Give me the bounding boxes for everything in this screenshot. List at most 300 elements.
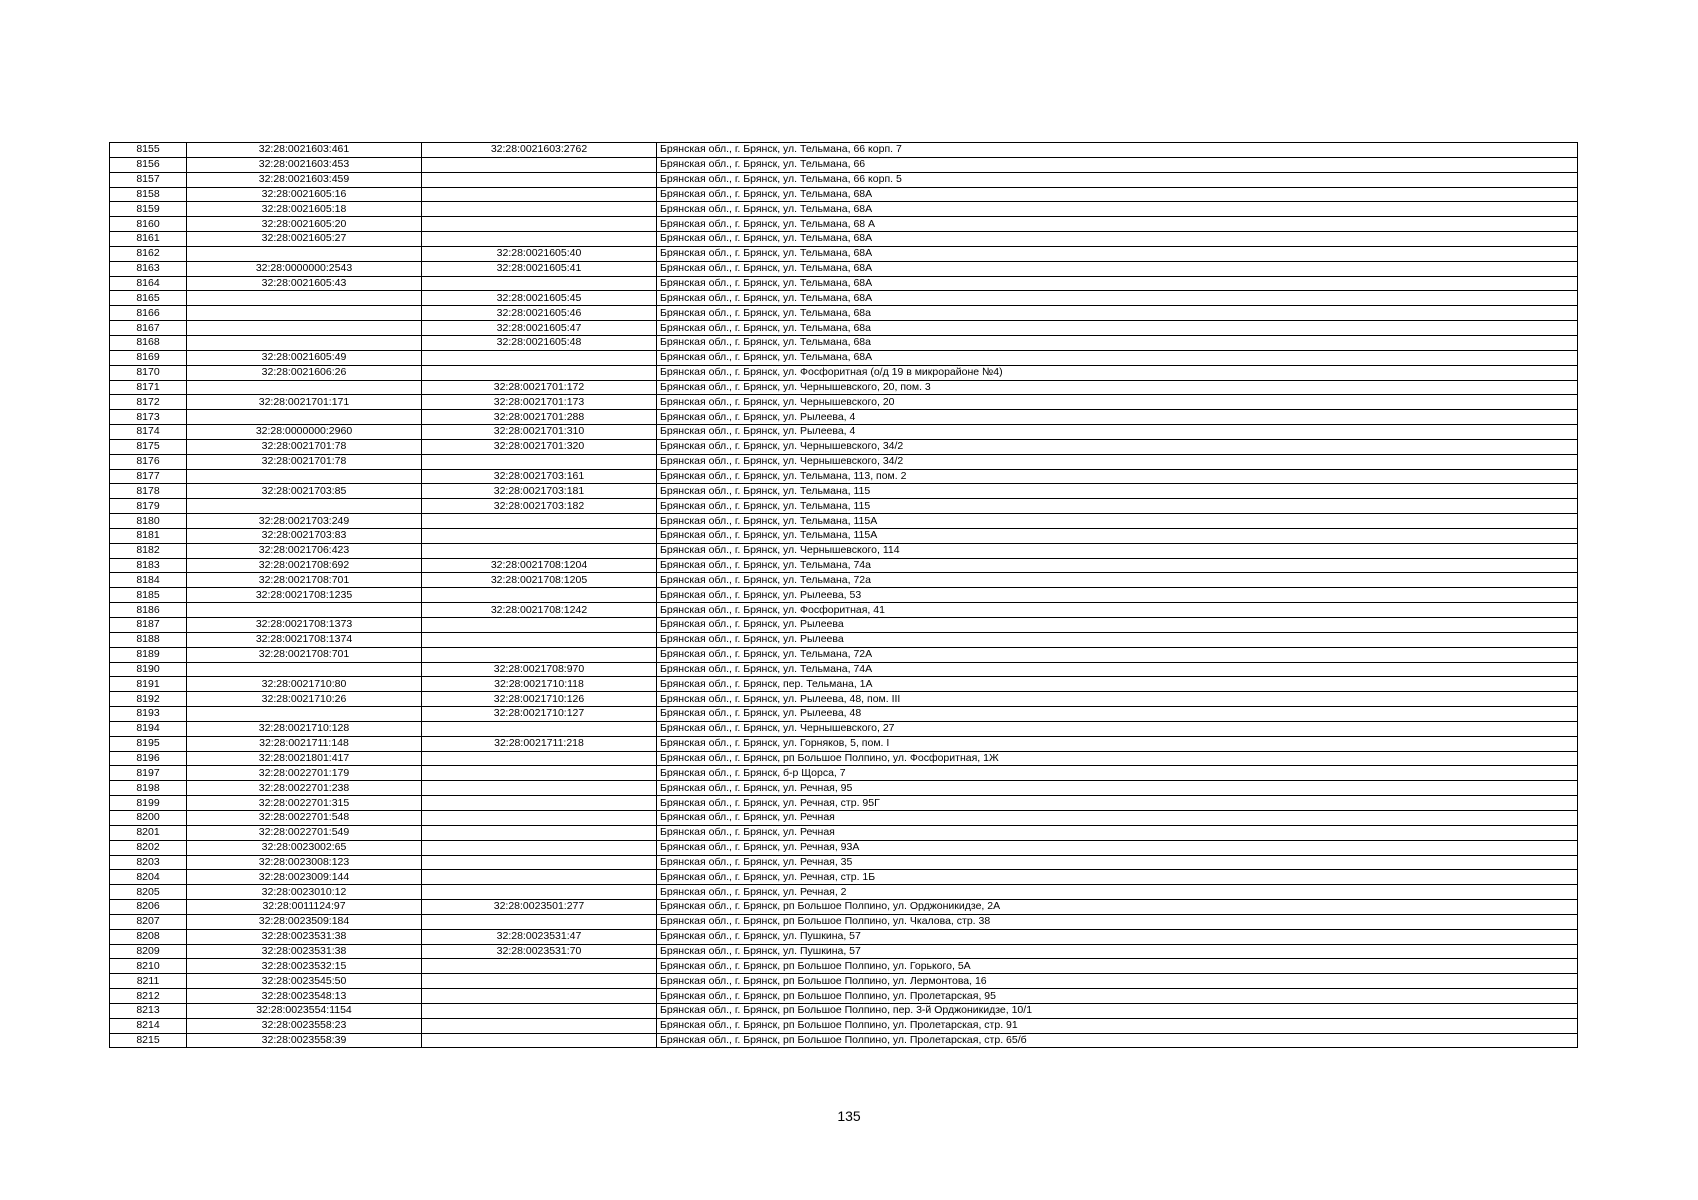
object-cadastral-number-cell [422, 187, 657, 202]
row-number-cell: 8166 [110, 306, 187, 321]
row-number-cell: 8158 [110, 187, 187, 202]
cadastral-number-cell: 32:28:0021708:692 [187, 558, 422, 573]
object-cadastral-number-cell [422, 350, 657, 365]
address-cell: Брянская обл., г. Брянск, ул. Рылеева, 48, пом. III [657, 692, 1578, 707]
object-cadastral-number-cell [422, 855, 657, 870]
row-number-cell: 8168 [110, 335, 187, 350]
object-cadastral-number-cell: 32:28:0021603:2762 [422, 143, 657, 158]
cadastral-number-cell: 32:28:0021701:78 [187, 439, 422, 454]
cadastral-number-cell: 32:28:0021708:1374 [187, 632, 422, 647]
cadastral-number-cell: 32:28:0021605:16 [187, 187, 422, 202]
cadastral-number-cell: 32:28:0021701:171 [187, 395, 422, 410]
cadastral-number-cell: 32:28:0023545:50 [187, 974, 422, 989]
cadastral-number-cell: 32:28:0021708:1235 [187, 588, 422, 603]
row-number-cell: 8188 [110, 632, 187, 647]
address-cell: Брянская обл., г. Брянск, ул. Тельмана, 68А [657, 350, 1578, 365]
cadastral-number-cell: 32:28:0023558:39 [187, 1033, 422, 1048]
object-cadastral-number-cell: 32:28:0021710:127 [422, 707, 657, 722]
row-number-cell: 8189 [110, 647, 187, 662]
row-number-cell: 8175 [110, 439, 187, 454]
address-cell: Брянская обл., г. Брянск, рп Большое Полпино, ул. Пролетарская, стр. 91 [657, 1018, 1578, 1033]
row-number-cell: 8174 [110, 425, 187, 440]
table-row [110, 944, 1578, 959]
cadastral-number-cell: 32:28:0022701:548 [187, 810, 422, 825]
table-row [110, 810, 1578, 825]
address-cell: Брянская обл., г. Брянск, ул. Тельмана, 68А [657, 246, 1578, 261]
cadastral-number-cell: 32:28:0021605:20 [187, 217, 422, 232]
object-cadastral-number-cell [422, 1033, 657, 1048]
cadastral-number-cell: 32:28:0021711:148 [187, 736, 422, 751]
cadastral-number-cell: 32:28:0022701:549 [187, 825, 422, 840]
table-row [110, 974, 1578, 989]
address-cell: Брянская обл., г. Брянск, ул. Пушкина, 57 [657, 929, 1578, 944]
table-row [110, 172, 1578, 187]
object-cadastral-number-cell: 32:28:0021605:47 [422, 321, 657, 336]
address-cell: Брянская обл., г. Брянск, ул. Речная, 95 [657, 781, 1578, 796]
registry-table-body [110, 143, 1578, 1048]
address-cell: Брянская обл., г. Брянск, пер. Тельмана, 1А [657, 677, 1578, 692]
row-number-cell: 8169 [110, 350, 187, 365]
row-number-cell: 8182 [110, 543, 187, 558]
object-cadastral-number-cell [422, 751, 657, 766]
address-cell: Брянская обл., г. Брянск, ул. Тельмана, 68А [657, 232, 1578, 247]
object-cadastral-number-cell [422, 202, 657, 217]
table-row [110, 1003, 1578, 1018]
table-row [110, 736, 1578, 751]
object-cadastral-number-cell [422, 454, 657, 469]
cadastral-number-cell: 32:28:0021606:26 [187, 365, 422, 380]
object-cadastral-number-cell [422, 647, 657, 662]
cadastral-number-cell: 32:28:0021605:43 [187, 276, 422, 291]
address-cell: Брянская обл., г. Брянск, ул. Речная [657, 825, 1578, 840]
row-number-cell: 8165 [110, 291, 187, 306]
cadastral-number-cell: 32:28:0021703:83 [187, 528, 422, 543]
object-cadastral-number-cell [422, 172, 657, 187]
cadastral-number-cell: 32:28:0021603:459 [187, 172, 422, 187]
table-row [110, 647, 1578, 662]
address-cell: Брянская обл., г. Брянск, рп Большое Полпино, ул. Пролетарская, стр. 65/б [657, 1033, 1578, 1048]
row-number-cell: 8177 [110, 469, 187, 484]
object-cadastral-number-cell: 32:28:0021708:970 [422, 662, 657, 677]
cadastral-number-cell: 32:28:0021710:80 [187, 677, 422, 692]
cadastral-number-cell [187, 603, 422, 618]
table-row [110, 914, 1578, 929]
cadastral-number-cell: 32:28:0023009:144 [187, 870, 422, 885]
cadastral-number-cell [187, 321, 422, 336]
object-cadastral-number-cell: 32:28:0021708:1242 [422, 603, 657, 618]
address-cell: Брянская обл., г. Брянск, ул. Тельмана, 74А [657, 662, 1578, 677]
table-row [110, 380, 1578, 395]
row-number-cell: 8192 [110, 692, 187, 707]
address-cell: Брянская обл., г. Брянск, ул. Тельмана, 72А [657, 647, 1578, 662]
table-row [110, 246, 1578, 261]
object-cadastral-number-cell [422, 276, 657, 291]
table-row [110, 692, 1578, 707]
cadastral-number-cell: 32:28:0023548:13 [187, 989, 422, 1004]
address-cell: Брянская обл., г. Брянск, ул. Чернышевского, 34/2 [657, 454, 1578, 469]
object-cadastral-number-cell [422, 365, 657, 380]
cadastral-number-cell: 32:28:0000000:2543 [187, 261, 422, 276]
row-number-cell: 8160 [110, 217, 187, 232]
object-cadastral-number-cell: 32:28:0021605:45 [422, 291, 657, 306]
object-cadastral-number-cell [422, 721, 657, 736]
row-number-cell: 8194 [110, 721, 187, 736]
row-number-cell: 8209 [110, 944, 187, 959]
object-cadastral-number-cell: 32:28:0021701:310 [422, 425, 657, 440]
object-cadastral-number-cell [422, 959, 657, 974]
object-cadastral-number-cell: 32:28:0021701:173 [422, 395, 657, 410]
object-cadastral-number-cell: 32:28:0021605:40 [422, 246, 657, 261]
table-row [110, 528, 1578, 543]
object-cadastral-number-cell: 32:28:0021703:181 [422, 484, 657, 499]
cadastral-number-cell: 32:28:0021605:27 [187, 232, 422, 247]
cadastral-number-cell [187, 291, 422, 306]
row-number-cell: 8213 [110, 1003, 187, 1018]
table-row [110, 514, 1578, 529]
object-cadastral-number-cell [422, 914, 657, 929]
row-number-cell: 8187 [110, 618, 187, 633]
address-cell: Брянская обл., г. Брянск, ул. Рылеева, 4 [657, 410, 1578, 425]
address-cell: Брянская обл., г. Брянск, ул. Речная, стр. 1Б [657, 870, 1578, 885]
cadastral-number-cell: 32:28:0023558:23 [187, 1018, 422, 1033]
address-cell: Брянская обл., г. Брянск, ул. Пушкина, 57 [657, 944, 1578, 959]
table-row [110, 796, 1578, 811]
address-cell: Брянская обл., г. Брянск, ул. Тельмана, 115 [657, 499, 1578, 514]
object-cadastral-number-cell [422, 217, 657, 232]
table-row [110, 335, 1578, 350]
cadastral-number-cell: 32:28:0023008:123 [187, 855, 422, 870]
address-cell: Брянская обл., г. Брянск, ул. Тельмана, 115А [657, 514, 1578, 529]
address-cell: Брянская обл., г. Брянск, рп Большое Полпино, ул. Орджоникидзе, 2А [657, 900, 1578, 915]
row-number-cell: 8184 [110, 573, 187, 588]
cadastral-number-cell: 32:28:0021701:78 [187, 454, 422, 469]
row-number-cell: 8205 [110, 885, 187, 900]
table-row [110, 900, 1578, 915]
object-cadastral-number-cell [422, 870, 657, 885]
row-number-cell: 8159 [110, 202, 187, 217]
address-cell: Брянская обл., г. Брянск, ул. Чернышевского, 27 [657, 721, 1578, 736]
address-cell: Брянская обл., г. Брянск, ул. Речная, 93А [657, 840, 1578, 855]
row-number-cell: 8215 [110, 1033, 187, 1048]
table-row [110, 306, 1578, 321]
table-row [110, 543, 1578, 558]
table-row [110, 395, 1578, 410]
row-number-cell: 8214 [110, 1018, 187, 1033]
table-row [110, 840, 1578, 855]
object-cadastral-number-cell [422, 796, 657, 811]
cadastral-number-cell: 32:28:0023002:65 [187, 840, 422, 855]
object-cadastral-number-cell [422, 840, 657, 855]
cadastral-number-cell: 32:28:0022701:315 [187, 796, 422, 811]
row-number-cell: 8161 [110, 232, 187, 247]
object-cadastral-number-cell: 32:28:0023531:47 [422, 929, 657, 944]
row-number-cell: 8172 [110, 395, 187, 410]
cadastral-number-cell [187, 410, 422, 425]
object-cadastral-number-cell: 32:28:0021708:1205 [422, 573, 657, 588]
cadastral-number-cell: 32:28:0021706:423 [187, 543, 422, 558]
cadastral-number-cell: 32:28:0023532:15 [187, 959, 422, 974]
cadastral-number-cell: 32:28:0021708:701 [187, 573, 422, 588]
cadastral-number-cell: 32:28:0021708:701 [187, 647, 422, 662]
object-cadastral-number-cell [422, 618, 657, 633]
object-cadastral-number-cell: 32:28:0021701:320 [422, 439, 657, 454]
object-cadastral-number-cell: 32:28:0021703:182 [422, 499, 657, 514]
table-row [110, 425, 1578, 440]
table-row [110, 350, 1578, 365]
address-cell: Брянская обл., г. Брянск, рп Большое Полпино, ул. Горького, 5А [657, 959, 1578, 974]
object-cadastral-number-cell [422, 632, 657, 647]
address-cell: Брянская обл., г. Брянск, ул. Тельмана, 66 корп. 5 [657, 172, 1578, 187]
row-number-cell: 8163 [110, 261, 187, 276]
cadastral-number-cell [187, 306, 422, 321]
registry-table-container [109, 142, 1577, 1048]
table-row [110, 484, 1578, 499]
row-number-cell: 8211 [110, 974, 187, 989]
table-row [110, 885, 1578, 900]
cadastral-number-cell: 32:28:0022701:238 [187, 781, 422, 796]
row-number-cell: 8164 [110, 276, 187, 291]
row-number-cell: 8173 [110, 410, 187, 425]
address-cell: Брянская обл., г. Брянск, ул. Речная, 35 [657, 855, 1578, 870]
object-cadastral-number-cell [422, 810, 657, 825]
address-cell: Брянская обл., г. Брянск, ул. Тельмана, 66 корп. 7 [657, 143, 1578, 158]
cadastral-number-cell: 32:28:0000000:2960 [187, 425, 422, 440]
address-cell: Брянская обл., г. Брянск, ул. Фосфоритная (о/д 19 в микрорайоне №4) [657, 365, 1578, 380]
object-cadastral-number-cell [422, 989, 657, 1004]
table-row [110, 261, 1578, 276]
row-number-cell: 8185 [110, 588, 187, 603]
object-cadastral-number-cell [422, 588, 657, 603]
table-row [110, 766, 1578, 781]
table-row [110, 1033, 1578, 1048]
registry-table [109, 142, 1578, 1048]
table-row [110, 751, 1578, 766]
object-cadastral-number-cell: 32:28:0023501:277 [422, 900, 657, 915]
address-cell: Брянская обл., г. Брянск, ул. Рылеева, 4 [657, 425, 1578, 440]
object-cadastral-number-cell [422, 766, 657, 781]
address-cell: Брянская обл., г. Брянск, ул. Тельмана, 68а [657, 335, 1578, 350]
row-number-cell: 8157 [110, 172, 187, 187]
row-number-cell: 8171 [110, 380, 187, 395]
row-number-cell: 8203 [110, 855, 187, 870]
address-cell: Брянская обл., г. Брянск, ул. Чернышевского, 20 [657, 395, 1578, 410]
table-row [110, 276, 1578, 291]
table-row [110, 721, 1578, 736]
row-number-cell: 8186 [110, 603, 187, 618]
cadastral-number-cell: 32:28:0023554:1154 [187, 1003, 422, 1018]
object-cadastral-number-cell: 32:28:0021701:288 [422, 410, 657, 425]
object-cadastral-number-cell: 32:28:0021605:46 [422, 306, 657, 321]
address-cell: Брянская обл., г. Брянск, ул. Тельмана, 68А [657, 202, 1578, 217]
table-row [110, 707, 1578, 722]
object-cadastral-number-cell: 32:28:0023531:70 [422, 944, 657, 959]
table-row [110, 618, 1578, 633]
page-number: 135 [837, 1108, 861, 1124]
row-number-cell: 8179 [110, 499, 187, 514]
cadastral-number-cell: 32:28:0023010:12 [187, 885, 422, 900]
cadastral-number-cell: 32:28:0023509:184 [187, 914, 422, 929]
table-row [110, 454, 1578, 469]
row-number-cell: 8201 [110, 825, 187, 840]
row-number-cell: 8197 [110, 766, 187, 781]
address-cell: Брянская обл., г. Брянск, ул. Тельмана, 68 А [657, 217, 1578, 232]
address-cell: Брянская обл., г. Брянск, рп Большое Полпино, ул. Пролетарская, 95 [657, 989, 1578, 1004]
table-row [110, 855, 1578, 870]
row-number-cell: 8170 [110, 365, 187, 380]
address-cell: Брянская обл., г. Брянск, ул. Горняков, 5, пом. I [657, 736, 1578, 751]
address-cell: Брянская обл., г. Брянск, ул. Речная, стр. 95Г [657, 796, 1578, 811]
table-row [110, 588, 1578, 603]
cadastral-number-cell [187, 499, 422, 514]
address-cell: Брянская обл., г. Брянск, ул. Тельмана, 68А [657, 187, 1578, 202]
table-row [110, 410, 1578, 425]
row-number-cell: 8206 [110, 900, 187, 915]
table-row [110, 187, 1578, 202]
row-number-cell: 8162 [110, 246, 187, 261]
cadastral-number-cell: 32:28:0023531:38 [187, 944, 422, 959]
object-cadastral-number-cell: 32:28:0021701:172 [422, 380, 657, 395]
row-number-cell: 8167 [110, 321, 187, 336]
table-row [110, 825, 1578, 840]
address-cell: Брянская обл., г. Брянск, ул. Тельмана, 66 [657, 157, 1578, 172]
row-number-cell: 8204 [110, 870, 187, 885]
cadastral-number-cell [187, 662, 422, 677]
cadastral-number-cell: 32:28:0023531:38 [187, 929, 422, 944]
address-cell: Брянская обл., г. Брянск, ул. Рылеева [657, 632, 1578, 647]
row-number-cell: 8198 [110, 781, 187, 796]
row-number-cell: 8207 [110, 914, 187, 929]
table-row [110, 217, 1578, 232]
address-cell: Брянская обл., г. Брянск, ул. Чернышевского, 114 [657, 543, 1578, 558]
table-row [110, 603, 1578, 618]
table-row [110, 1018, 1578, 1033]
object-cadastral-number-cell [422, 974, 657, 989]
table-row [110, 469, 1578, 484]
table-row [110, 558, 1578, 573]
cadastral-number-cell: 32:28:0021603:461 [187, 143, 422, 158]
cadastral-number-cell: 32:28:0021708:1373 [187, 618, 422, 633]
object-cadastral-number-cell [422, 514, 657, 529]
cadastral-number-cell [187, 707, 422, 722]
table-row [110, 232, 1578, 247]
object-cadastral-number-cell [422, 543, 657, 558]
object-cadastral-number-cell [422, 781, 657, 796]
row-number-cell: 8200 [110, 810, 187, 825]
row-number-cell: 8181 [110, 528, 187, 543]
row-number-cell: 8190 [110, 662, 187, 677]
row-number-cell: 8183 [110, 558, 187, 573]
row-number-cell: 8212 [110, 989, 187, 1004]
row-number-cell: 8176 [110, 454, 187, 469]
address-cell: Брянская обл., г. Брянск, ул. Тельмана, 68а [657, 321, 1578, 336]
address-cell: Брянская обл., г. Брянск, ул. Речная [657, 810, 1578, 825]
cadastral-number-cell [187, 380, 422, 395]
cadastral-number-cell: 32:28:0021605:49 [187, 350, 422, 365]
object-cadastral-number-cell [422, 232, 657, 247]
object-cadastral-number-cell [422, 157, 657, 172]
row-number-cell: 8199 [110, 796, 187, 811]
table-row [110, 439, 1578, 454]
cadastral-number-cell: 32:28:0021703:85 [187, 484, 422, 499]
address-cell: Брянская обл., г. Брянск, ул. Тельмана, 68А [657, 276, 1578, 291]
address-cell: Брянская обл., г. Брянск, ул. Тельмана, 115 [657, 484, 1578, 499]
table-row [110, 959, 1578, 974]
table-row [110, 870, 1578, 885]
address-cell: Брянская обл., г. Брянск, ул. Рылеева, 53 [657, 588, 1578, 603]
object-cadastral-number-cell [422, 885, 657, 900]
table-row [110, 989, 1578, 1004]
object-cadastral-number-cell: 32:28:0021605:41 [422, 261, 657, 276]
address-cell: Брянская обл., г. Брянск, рп Большое Полпино, ул. Лермонтова, 16 [657, 974, 1578, 989]
row-number-cell: 8193 [110, 707, 187, 722]
address-cell: Брянская обл., г. Брянск, рп Большое Полпино, ул. Фосфоритная, 1Ж [657, 751, 1578, 766]
table-row [110, 202, 1578, 217]
object-cadastral-number-cell [422, 825, 657, 840]
object-cadastral-number-cell: 32:28:0021711:218 [422, 736, 657, 751]
table-row [110, 499, 1578, 514]
table-row [110, 321, 1578, 336]
cadastral-number-cell: 32:28:0021603:453 [187, 157, 422, 172]
cadastral-number-cell [187, 335, 422, 350]
cadastral-number-cell: 32:28:0011124:97 [187, 900, 422, 915]
table-row [110, 677, 1578, 692]
cadastral-number-cell: 32:28:0021605:18 [187, 202, 422, 217]
object-cadastral-number-cell [422, 1018, 657, 1033]
row-number-cell: 8208 [110, 929, 187, 944]
table-row [110, 929, 1578, 944]
table-row [110, 573, 1578, 588]
address-cell: Брянская обл., г. Брянск, ул. Тельмана, 115А [657, 528, 1578, 543]
table-row [110, 143, 1578, 158]
object-cadastral-number-cell: 32:28:0021710:118 [422, 677, 657, 692]
cadastral-number-cell: 32:28:0021710:26 [187, 692, 422, 707]
table-row [110, 291, 1578, 306]
cadastral-number-cell: 32:28:0021801:417 [187, 751, 422, 766]
address-cell: Брянская обл., г. Брянск, ул. Рылеева [657, 618, 1578, 633]
row-number-cell: 8180 [110, 514, 187, 529]
row-number-cell: 8156 [110, 157, 187, 172]
object-cadastral-number-cell [422, 528, 657, 543]
address-cell: Брянская обл., г. Брянск, ул. Тельмана, 113, пом. 2 [657, 469, 1578, 484]
cadastral-number-cell: 32:28:0021703:249 [187, 514, 422, 529]
address-cell: Брянская обл., г. Брянск, ул. Тельмана, 68А [657, 291, 1578, 306]
object-cadastral-number-cell: 32:28:0021703:161 [422, 469, 657, 484]
cadastral-number-cell: 32:28:0021710:128 [187, 721, 422, 736]
address-cell: Брянская обл., г. Брянск, ул. Фосфоритная, 41 [657, 603, 1578, 618]
row-number-cell: 8196 [110, 751, 187, 766]
address-cell: Брянская обл., г. Брянск, ул. Тельмана, 68а [657, 306, 1578, 321]
address-cell: Брянская обл., г. Брянск, б-р Щорса, 7 [657, 766, 1578, 781]
address-cell: Брянская обл., г. Брянск, рп Большое Полпино, пер. 3-й Орджоникидзе, 10/1 [657, 1003, 1578, 1018]
table-row [110, 781, 1578, 796]
object-cadastral-number-cell: 32:28:0021708:1204 [422, 558, 657, 573]
table-row [110, 157, 1578, 172]
cadastral-number-cell [187, 246, 422, 261]
row-number-cell: 8178 [110, 484, 187, 499]
row-number-cell: 8155 [110, 143, 187, 158]
address-cell: Брянская обл., г. Брянск, ул. Речная, 2 [657, 885, 1578, 900]
address-cell: Брянская обл., г. Брянск, рп Большое Полпино, ул. Чкалова, стр. 38 [657, 914, 1578, 929]
address-cell: Брянская обл., г. Брянск, ул. Тельмана, 72а [657, 573, 1578, 588]
cadastral-number-cell: 32:28:0022701:179 [187, 766, 422, 781]
address-cell: Брянская обл., г. Брянск, ул. Тельмана, 68А [657, 261, 1578, 276]
address-cell: Брянская обл., г. Брянск, ул. Чернышевского, 34/2 [657, 439, 1578, 454]
row-number-cell: 8210 [110, 959, 187, 974]
table-row [110, 632, 1578, 647]
object-cadastral-number-cell [422, 1003, 657, 1018]
address-cell: Брянская обл., г. Брянск, ул. Тельмана, 74а [657, 558, 1578, 573]
table-row [110, 662, 1578, 677]
